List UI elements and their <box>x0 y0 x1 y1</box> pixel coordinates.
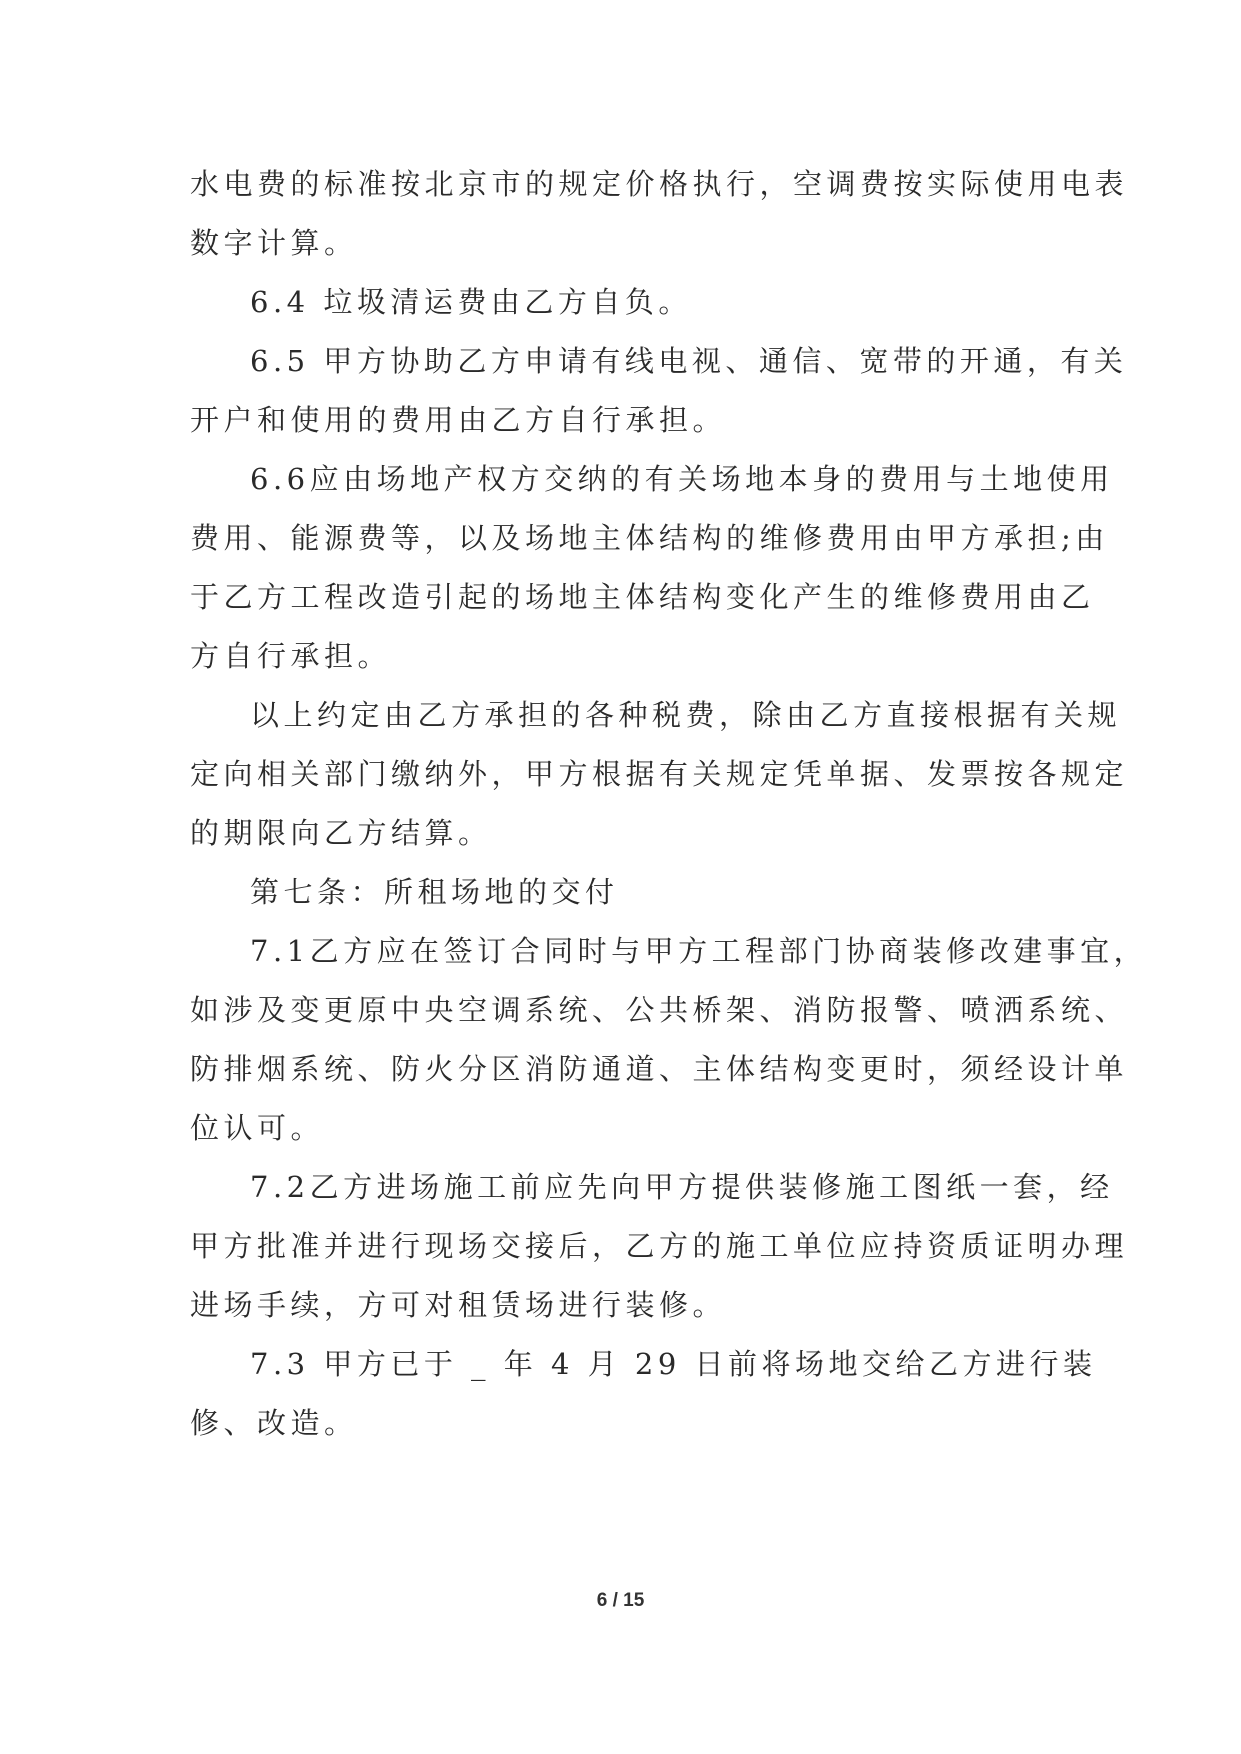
paragraph-line: 方自行承担。 <box>190 639 392 673</box>
paragraph-line: 以上约定由乙方承担的各种税费，除由乙方直接根据有关规 <box>250 698 1122 732</box>
paragraph-line: 修、改造。 <box>190 1406 358 1440</box>
paragraph-line: 7.1乙方应在签订合同时与甲方工程部门协商装修改建事宜， <box>250 934 1148 968</box>
paragraph-line: 如涉及变更原中央空调系统、公共桥架、消防报警、喷洒系统、 <box>190 993 1129 1027</box>
paragraph-line: 防排烟系统、防火分区消防通道、主体结构变更时，须经设计单 <box>190 1052 1129 1086</box>
paragraph-line: 的期限向乙方结算。 <box>190 816 492 850</box>
paragraph-line: 6.6应由场地产权方交纳的有关场地本身的费用与土地使用 <box>250 462 1114 496</box>
section-heading: 第七条：所租场地的交付 <box>250 875 619 909</box>
paragraph-line: 费用、能源费等，以及场地主体结构的维修费用由甲方承担;由 <box>190 521 1109 555</box>
paragraph-line: 定向相关部门缴纳外，甲方根据有关规定凭单据、发票按各规定 <box>190 757 1129 791</box>
paragraph-line: 甲方批准并进行现场交接后，乙方的施工单位应持资质证明办理 <box>190 1229 1129 1263</box>
paragraph-line: 7.2乙方进场施工前应先向甲方提供装修施工图纸一套，经 <box>250 1170 1114 1204</box>
paragraph-line: 数字计算。 <box>190 226 358 260</box>
paragraph-line: 6.5 甲方协助乙方申请有线电视、通信、宽带的开通，有关 <box>250 344 1128 378</box>
paragraph-line: 7.3 甲方已于 _ 年 4 月 29 日前将场地交给乙方进行装 <box>250 1347 1097 1381</box>
paragraph-line: 进场手续，方可对租赁场进行装修。 <box>190 1288 727 1322</box>
paragraph-line: 位认可。 <box>190 1111 325 1145</box>
paragraph-line: 水电费的标准按北京市的规定价格执行，空调费按实际使用电表 <box>190 167 1129 201</box>
paragraph-line: 6.4 垃圾清运费由乙方自负。 <box>250 285 692 319</box>
paragraph-line: 于乙方工程改造引起的场地主体结构变化产生的维修费用由乙 <box>190 580 1095 614</box>
paragraph-line: 开户和使用的费用由乙方自行承担。 <box>190 403 727 437</box>
page-number: 6 / 15 <box>596 1590 645 1611</box>
document-body <box>190 155 1148 1453</box>
